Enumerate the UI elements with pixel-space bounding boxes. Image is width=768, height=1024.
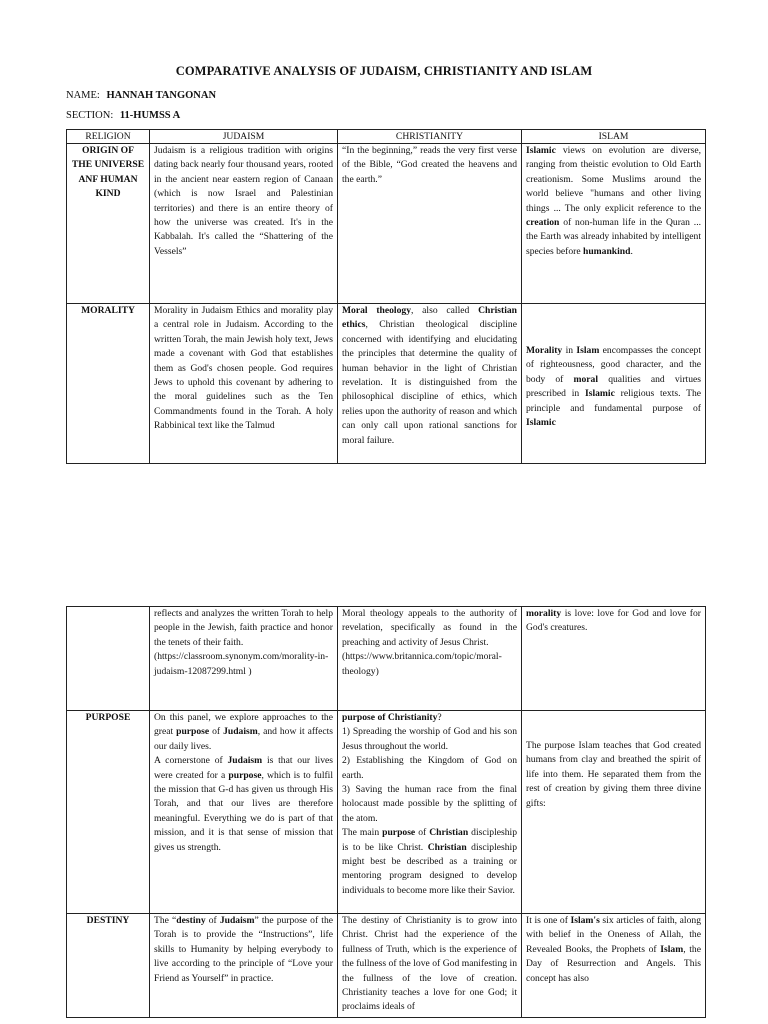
morality-judaism-cell: Morality in Judaism Ethics and morality play a central role in Judaism. According to the written Torah, the main Jewish holy text, Jews made a covenant with God that establishes them as God's chosen people. God requires Jews to uphold this covenant by adhering to the moral guidelines such as the Ten Commandments found in the Torah. A holy Rabbinical text like the Talmud [150,304,338,464]
text: in [562,345,577,356]
text: On this panel, we explore approaches to the great [154,712,333,738]
text: ” the purpose of the Torah is to provide the “Instructions”, life skills to Humanity by helping everybody to live according to the principle of “Love your Friend as Yourself” in practice. [154,915,333,984]
text: is that our lives were created for a [154,755,333,781]
comparison-table-page-1 [66,129,706,464]
name-label: NAME: [66,90,100,101]
text-bold: Islam [660,943,684,955]
header-judaism: JUDAISM [150,130,338,144]
text: of [209,726,224,738]
section-label: SECTION: [66,110,114,121]
text: , which is to fulfil the mission that G-d has given us through His Torah, and that our lives are therefore meaningful. Everything we do is part of that mission, and it is that sense of mission that gives us strength. [154,769,334,853]
text: It is one of [526,915,571,926]
destiny-islam-cell [522,914,706,1018]
text: of non-human life in the Quran ... the Earth was already inhabited by intelligent species before [526,217,701,257]
text-bold: Islamic [526,417,556,429]
text-bold: purpose of Christianity [342,712,438,723]
header-christianity: CHRISTIANITY [338,130,522,144]
list-item: 1) Spreading the worship of God and his son Jesus throughout the world. [342,726,517,752]
row-label-origin: ORIGIN OF THE UNIVERSE ANF HUMAN KIND [67,144,150,304]
text-bold: Islam [576,345,600,356]
text: discipleship might best be described as a training or mentoring program designed to develop individuals to become more like their Savior. [342,841,518,896]
list-item: 3) Saving the human race from the final holocaust made possible by the splitting of the atom. [342,784,517,824]
text: qualities and virtues prescribed in [526,373,701,400]
table-row-morality-continued [67,607,706,711]
text: ? [437,712,442,723]
text: , the Day of Resurrection and Angels. This concept has also [526,943,701,984]
text: of [415,827,430,839]
text-bold: Moral theology [342,305,411,316]
text: of [205,915,220,926]
header-islam: ISLAM [522,130,706,144]
origin-judaism-cell: Judaism is a religious tradition with origins dating back nearly four thousand years, rooted in the ancient near eastern region of Canaan (which is now Israel and Palestinian territories) and there is an entire theory of how the universe was created. It's in the Kabbalah. It's called the “Shattering of the Vessels” [150,144,338,304]
destiny-christianity-cell: The destiny of Christianity is to grow into Christ. Christ had the experience of the fullness of Truth, which is the experience of the fullness of the love of God manifesting in the fullness of the love of creation. Christianity teaches a love for one God; it proclaims ideals of [338,914,522,1018]
text-bold: Judaism [223,726,258,738]
text: , Christian theological discipline concerned with identifying and elucidating the principles that determine the quality of human behavior in the light of Christian revelation. It is distinguished from the philosophical discipline of ethics, which relies upon the authority of reason and which can only call upon rational sanctions for moral failure. [342,319,517,446]
comparison-table-page-2 [66,606,706,1018]
morality-cont-christianity-cell [338,607,522,711]
morality-islam-cell [522,304,706,464]
document-title: COMPARATIVE ANALYSIS OF JUDAISM, CHRISTIANITY AND ISLAM [175,64,593,78]
text-bold: purpose [228,769,262,781]
text-bold: Christian [427,841,467,853]
text-bold: morality [526,608,562,619]
text-bold: moral [573,373,599,385]
purpose-islam-cell [522,711,706,914]
text: The purpose Islam teaches that God created humans from clay and breathed the spirit of life into them. He separated them from the rest of creation by giving them three divine gifts: [526,740,701,809]
text: religious texts. The principle and fundamental purpose of [526,388,702,414]
text-bold: Judaism [219,915,255,926]
morality-cont-islam-cell [522,607,706,711]
table-row-morality [67,304,706,464]
text-bold: destiny [176,915,206,926]
text-bold: Christian [429,827,469,839]
text-bold: Islamic [526,145,556,156]
section-line [66,110,180,121]
origin-christianity-cell: “In the beginning,” reads the very first verse of the Bible, “God created the heavens and the earth.” [338,144,522,304]
text-bold: humankind [583,245,631,257]
morality-cont-judaism-cell [150,607,338,711]
table-row-purpose [67,711,706,914]
text-bold: Judaism [227,755,263,767]
text-bold: purpose [176,726,210,738]
text: discipleship is to be like Christ. [342,827,518,853]
purpose-judaism-cell [150,711,338,914]
text: reflects and analyzes the written Torah to help people in the Jewish, faith practice and honor the tenets of their faith. [154,608,333,648]
text: A cornerstone of [154,755,228,767]
text: , and how it affects our daily lives. [154,726,333,752]
header-religion: RELIGION [67,130,150,144]
text: , also called [411,305,479,316]
text-bold: creation [526,217,560,229]
purpose-christianity-cell [338,711,522,914]
text: six articles of faith, along with belief in the Oneness of Allah, the Revealed Books, the Prophets of [526,915,701,955]
text: The “ [154,915,177,926]
table-header-row [67,130,706,144]
name-line [66,90,216,101]
text: views on evolution are diverse, ranging from theistic evolution to Old Earth creationism. Some Muslims around the world believe "humans and other living things ... The only explicit reference to the [526,145,701,214]
origin-islam-cell [522,144,706,304]
row-label-destiny: DESTINY [67,914,150,1018]
text: . [630,245,633,257]
text-bold: Morality [526,345,563,356]
row-label-empty [67,607,150,711]
text-bold: purpose [382,827,416,839]
text-bold: Christian ethics [342,305,517,331]
name-value: HANNAH TANGONAN [106,90,217,101]
text: is love: love for God and love for God's creatures. [526,608,701,634]
text-bold: Islam's [570,915,600,926]
text: encompasses the concept of righteousness, good character, and the body of [526,345,701,385]
list-item: 2) Establishing the Kingdom of God on earth. [342,755,517,781]
destiny-judaism-cell [150,914,338,1018]
reference-link-text: (https://classroom.synonym.com/morality-in-judaism-12087299.html ) [154,651,329,677]
row-label-morality: MORALITY [67,304,150,464]
table-row-destiny [67,914,706,1018]
morality-christianity-cell [338,304,522,464]
reference-link-text: (https://www.britannica.com/topic/moral-theology) [342,651,502,677]
row-label-purpose: PURPOSE [67,711,150,914]
table-row-origin [67,144,706,304]
section-value: 11-HUMSS A [119,110,181,121]
text: The main [342,827,383,839]
text-bold: Islamic [584,388,615,400]
text: Moral theology appeals to the authority of revelation, specifically as found in the preaching and activity of Jesus Christ. [342,608,517,648]
